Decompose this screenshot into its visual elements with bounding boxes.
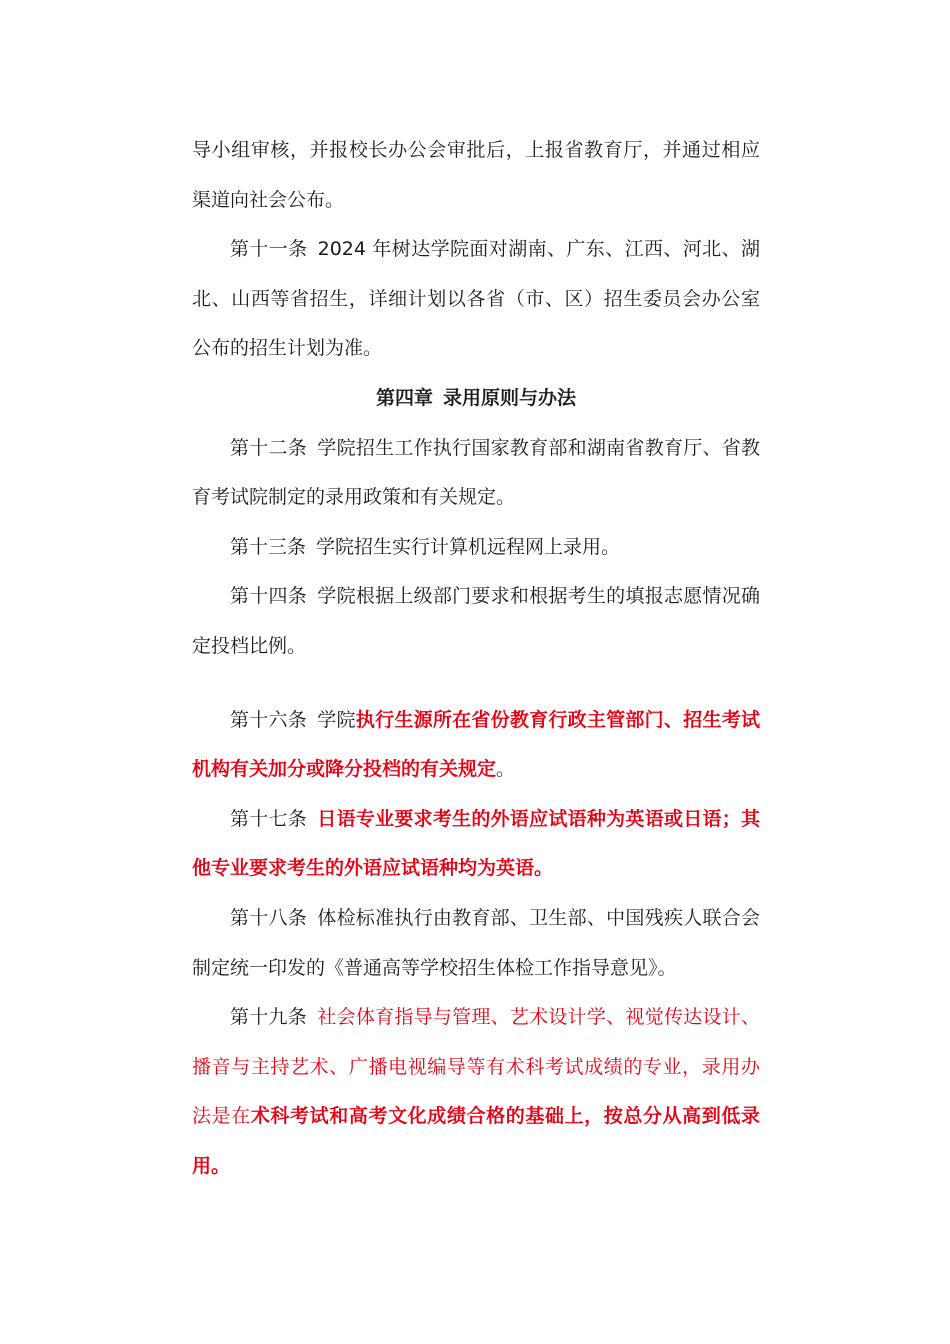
article-18-line [192, 894, 760, 944]
highlighted-text: 用。 [192, 1154, 231, 1177]
paragraph-line: 渠道向社会公布。 [192, 188, 345, 211]
highlighted-text: 执行生源所在省份教育行政主管部门、招生考试 [355, 708, 760, 731]
article-label: 第十三条 [230, 535, 307, 558]
paragraph-line: 公布的招生计划为准。 [192, 337, 383, 360]
article-text: 学院招生工作执行国家教育部和湖南省教育厅、省教 [317, 436, 760, 459]
article-label: 第十六条 [230, 708, 308, 731]
chapter-title: 录用原则与办法 [443, 386, 577, 409]
paragraph-line [192, 1043, 760, 1093]
article-17-line [192, 795, 760, 845]
article-text: 体检标准执行由教育部、卫生部、中国残疾人联合会 [317, 906, 760, 929]
punctuation: 。 [496, 758, 516, 781]
article-16-line [192, 696, 760, 746]
paragraph-line: 定投档比例。 [192, 634, 307, 657]
chapter-number: 第四章 [375, 386, 433, 409]
paragraph-line [192, 1092, 760, 1142]
highlighted-text: 机构有关加分或降分投档的有关规定 [192, 758, 497, 781]
paragraph-line [192, 745, 760, 795]
highlighted-text: 社会体育指导与管理、艺术设计学、视觉传达设计、 [317, 1006, 760, 1029]
article-11-line [192, 225, 760, 275]
article-text: 2024 年树达学院面对湖南、广东、江西、河北、湖 [317, 238, 760, 261]
article-text: 学院根据上级部门要求和根据考生的填报志愿情况确 [317, 585, 760, 608]
article-label: 第十二条 [230, 436, 308, 459]
paragraph-line: 制定统一印发的《普通高等学校招生体检工作指导意见》。 [192, 956, 677, 979]
article-13-line [192, 523, 760, 573]
document-body [192, 126, 760, 1191]
article-12-line [192, 424, 760, 474]
paragraph-line: 导小组审核，并报校长办公会审批后，上报省教育厅，并通过相应 [192, 139, 760, 161]
highlighted-text: 法是在 [192, 1105, 251, 1128]
chapter-heading [192, 374, 760, 424]
article-19-line [192, 993, 760, 1043]
paragraph-gap [192, 672, 760, 696]
highlighted-text: 日语专业要求考生的外语应试语种为英语或日语；其 [317, 807, 760, 830]
article-14-line [192, 572, 760, 622]
article-text: 学院招生实行计算机远程网上录用。 [316, 535, 621, 558]
paragraph-line: 北、山西等省招生，详细计划以各省（市、区）招生委员会办公室 [192, 287, 760, 310]
article-text: 学院 [317, 708, 356, 731]
highlighted-text: 播音与主持艺术、广播电视编导等有术科考试成绩的专业，录用办 [192, 1055, 760, 1078]
highlighted-text: 他专业要求考生的外语应试语种均为英语。 [192, 857, 554, 880]
article-label: 第十七条 [230, 807, 308, 830]
article-label: 第十一条 [230, 238, 308, 261]
paragraph-line [192, 844, 760, 894]
article-label: 第十四条 [230, 585, 308, 608]
highlighted-text: 术科考试和高考文化成绩合格的基础上，按总分从高到低录 [250, 1105, 760, 1128]
paragraph-line [192, 1142, 760, 1192]
article-label: 第十九条 [230, 1006, 308, 1029]
paragraph-line: 育考试院制定的录用政策和有关规定。 [192, 486, 516, 509]
article-label: 第十八条 [230, 906, 308, 929]
